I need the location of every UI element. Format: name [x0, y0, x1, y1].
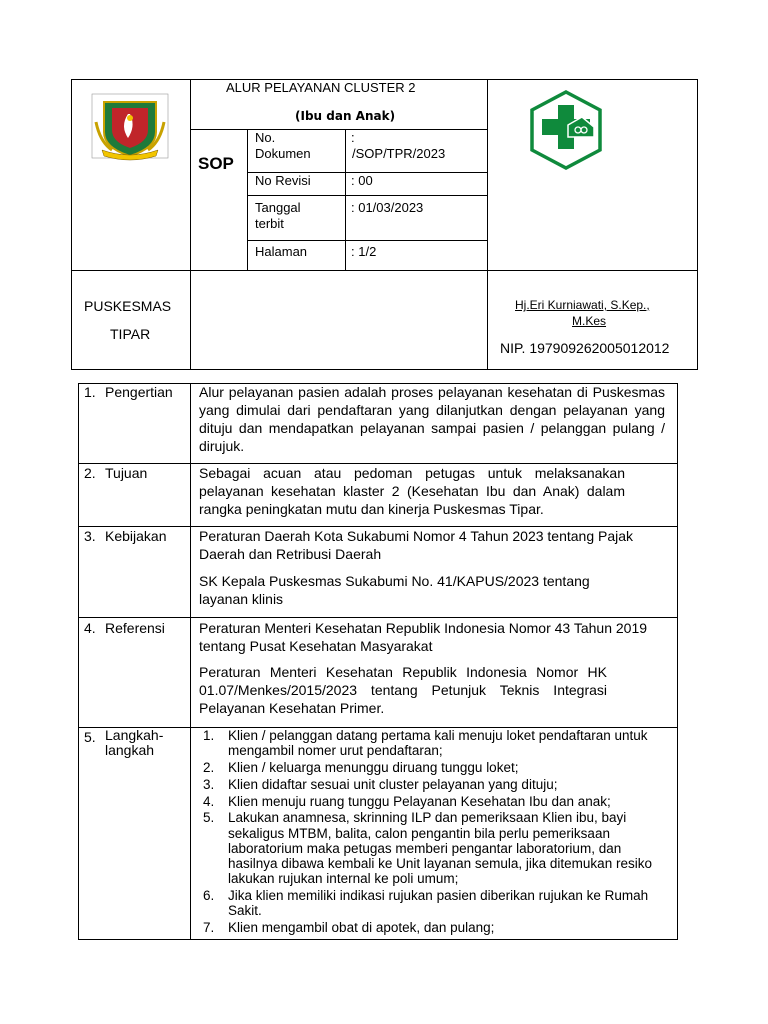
step-number: 3.	[203, 776, 215, 792]
list-item	[199, 760, 669, 775]
step-text: Klien / keluarga menunggu diruang tunggu loket;	[228, 760, 519, 775]
sop-label: SOP	[198, 154, 234, 173]
step-text: Klien menuju ruang tunggu Pelayanan Kesehatan Ibu dan anak;	[228, 793, 611, 809]
list-item	[199, 777, 669, 792]
meta-label-revision: No Revisi	[255, 173, 311, 188]
section-paragraph: Peraturan Daerah Kota Sukabumi Nomor 4 Tahun 2023 tentang Pajak Daerah dan Retribusi Daerah	[199, 528, 634, 562]
section-paragraph: Peraturan Menteri Kesehatan Republik Indonesia Nomor 43 Tahun 2019 tentang Pusat Kesehatan Masyarakat	[199, 620, 648, 654]
list-item	[199, 794, 669, 809]
meta-label-date: Tanggal terbit	[255, 200, 301, 231]
org-name-line1: PUSKESMAS	[84, 298, 172, 314]
meta-value-revision: : 00	[351, 173, 373, 188]
step-number: 2.	[203, 760, 215, 775]
step-text: Jika klien memiliki indikasi rujukan pasien diberikan rujukan ke Rumah Sakit.	[228, 888, 649, 919]
section-paragraph: Peraturan Menteri Kesehatan Republik Indonesia Nomor HK 01.07/Menkes/2015/2023 tentang Petunjuk Teknis Integrasi Pelayanan Kesehatan Primer.	[199, 664, 607, 716]
signer-name-line1: Hj.Eri Kurniawati, S.Kep.,	[515, 298, 650, 312]
step-text: Klien / pelanggan datang pertama kali menuju loket pendaftaran untuk mengambil nomer urut pendaftaran;	[228, 728, 648, 759]
step-number: 7.	[203, 920, 215, 935]
signer-name-line2: M.Kes	[572, 314, 607, 328]
list-item	[199, 920, 669, 935]
section-paragraph: SK Kepala Puskesmas Sukabumi No. 41/KAPUS/2023 tentang layanan klinis	[199, 573, 590, 607]
section-label: Referensi	[105, 620, 165, 636]
section-number: 2.	[84, 465, 96, 481]
step-number: 6.	[203, 888, 215, 903]
section-label: Tujuan	[105, 465, 148, 481]
step-number: 5.	[203, 810, 215, 826]
section-number: 4.	[84, 620, 96, 636]
list-item	[199, 728, 669, 758]
step-text: Klien mengambil obat di apotek, dan pulang;	[228, 920, 495, 935]
section-number: 3.	[84, 528, 96, 544]
section-label: Pengertian	[105, 384, 173, 400]
document-subtitle: (Ibu dan Anak)	[295, 109, 396, 123]
section-number: 1.	[84, 384, 96, 400]
meta-colon: :	[351, 130, 355, 145]
meta-value-doc-number: /SOP/TPR/2023	[352, 146, 446, 161]
document-title: ALUR PELAYANAN CLUSTER 2	[226, 80, 416, 95]
city-seal-logo	[90, 92, 170, 162]
section-label: Kebijakan	[105, 528, 167, 544]
step-text: Lakukan anamnesa, skrinning ILP dan pemeriksaan Klien ibu, bayi sekaligus MTBM, balita, calon pengantin bila perlu pemeriksaan laboratorium maka petugas memberi pengantar laboratorium, dan hasilnya dibawa kembali ke Unit layanan semula, jika ditemukan resiko lakukan rujukan internal ke poli umum;	[228, 810, 652, 887]
meta-value-date: : 01/03/2023	[351, 200, 424, 215]
org-name-line2: TIPAR	[110, 326, 151, 342]
list-item	[199, 888, 669, 918]
steps-list	[199, 728, 669, 937]
section-paragraph: Sebagai acuan atau pedoman petugas untuk melaksanakan pelayanan kesehatan klaster 2 (Kesehatan Ibu dan Anak) dalam rangka peningkatan mutu dan kinerja Puskesmas Tipar.	[199, 465, 625, 517]
puskesmas-logo	[528, 89, 604, 171]
section-label: Langkah-	[105, 727, 164, 743]
meta-label-doc-number: No. Dokumen	[255, 130, 311, 161]
meta-label-page: Halaman	[255, 244, 308, 259]
section-paragraph: Alur pelayanan pasien adalah proses pelayanan kesehatan di Puskesmas yang dimulai dari pendaftaran yang dilanjutkan dengan pelayanan yang dituju dan mendapatkan pelayanan sampai pasien / pelanggan pulang / dirujuk.	[199, 384, 665, 454]
meta-value-page: : 1/2	[351, 244, 377, 259]
list-item	[199, 810, 669, 886]
step-number: 1.	[203, 728, 215, 743]
step-number: 4.	[203, 793, 215, 809]
signer-nip: NIP. 197909262005012012	[500, 340, 670, 356]
section-number: 5.	[84, 729, 96, 745]
section-label: langkah	[105, 742, 155, 758]
step-text: Klien didaftar sesuai unit cluster pelayanan yang dituju;	[228, 776, 558, 792]
